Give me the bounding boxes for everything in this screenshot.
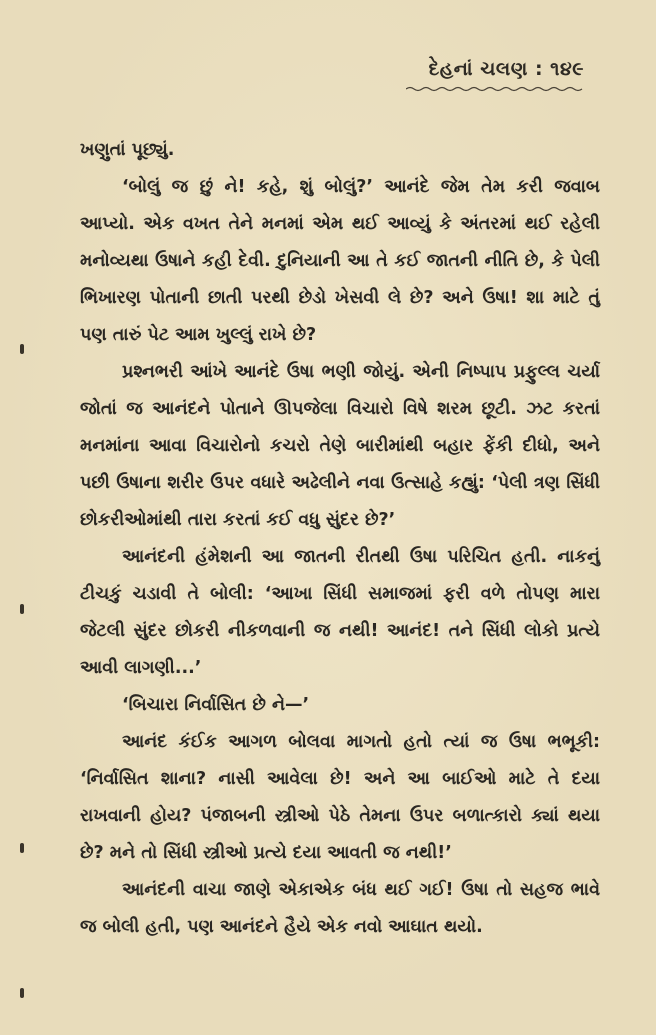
paragraph: આનંદની વાચા જાણે એકાએક બંધ થઈ ગઈ! ઉષા તો સહજ ભાવે જ બોલી હતી, પણ આનંદને હૈયે એક નવો આઘાત થયો. [80,880,600,937]
margin-mark [20,604,24,614]
margin-mark [20,344,24,354]
running-head: દેહનાં ચલણ : ૧૪૯ [428,58,584,80]
paragraph: ખણુતાં પૂછ્યું. [80,140,175,160]
paragraph: ‘બિચારા નિર્વાસિત છે ને—’ [122,695,310,715]
running-head-rule [406,86,584,92]
paragraph: આનંદ કંઈક આગળ બોલવા માગતો હતો ત્યાં જ ઉષા ભભૂકી: ‘નિર્વાસિત શાના? નાસી આવેલા છે! અને આ બાઈઓ માટે તે દયા રાખવાની હોય? પંજાબની સ્ત્રીઓ પેઠે તેમના ઉપર બળાત્કારો ક્યાં થયા છે? મને તો સિંધી સ્ત્રીઓ પ્રત્યે દયા આવતી જ નથી!’ [80,732,600,863]
paragraph: ‘બોલું જ છું ને! કહે, શું બોલું?’ આનંદે જેમ તેમ કરી જવાબ આપ્યો. એક વખત તેને મનમાં એમ થઈ આવ્યું કે અંતરમાં થઈ રહેલી મનોવ્યથા ઉષાને કહી દેવી. દુનિયાની આ તે કઈ જાતની નીતિ છે, કે પેલી ભિખારણ પોતાની છાતી પરથી છેડો ખેસવી લે છે? અને ઉષા! શા માટે તું પણ તારું પેટ આમ ખુલ્લું રાખે છે? [80,177,600,345]
paragraph: પ્રશ્નભરી આંખે આનંદે ઉષા ભણી જોયું. એની નિષ્પાપ પ્રફુલ્લ ચર્યા જોતાં જ આનંદને પોતાને ઊપજેલા વિચારો વિષે શરમ છૂટી. ઝટ કરતાં મનમાંના આવા વિચારોનો કચરો તેણે બારીમાંથી બહાર ફેંકી દીધો, અને પછી ઉષાના શરીર ઉપર વધારે અઢેલીને નવા ઉત્સાહે કહ્યું: ‘પેલી ત્રણ સિંધી છોકરીઓમાંથી તારા કરતાં કઈ વધુ સુંદર છે?’ [80,362,600,530]
body-text [80,132,600,946]
margin-mark [20,843,24,853]
margin-mark [20,988,24,998]
paragraph: આનંદની હંમેશની આ જાતની રીતથી ઉષા પરિચિત હતી. નાકનું ટીચકું ચડાવી તે બોલી: ‘આખા સિંધી સમાજમાં ફરી વળે તોપણ મારા જેટલી સુંદર છોકરી નીકળવાની જ નથી! આનંદ! તને સિંધી લોકો પ્રત્યે આવી લાગણી...’ [80,547,600,678]
